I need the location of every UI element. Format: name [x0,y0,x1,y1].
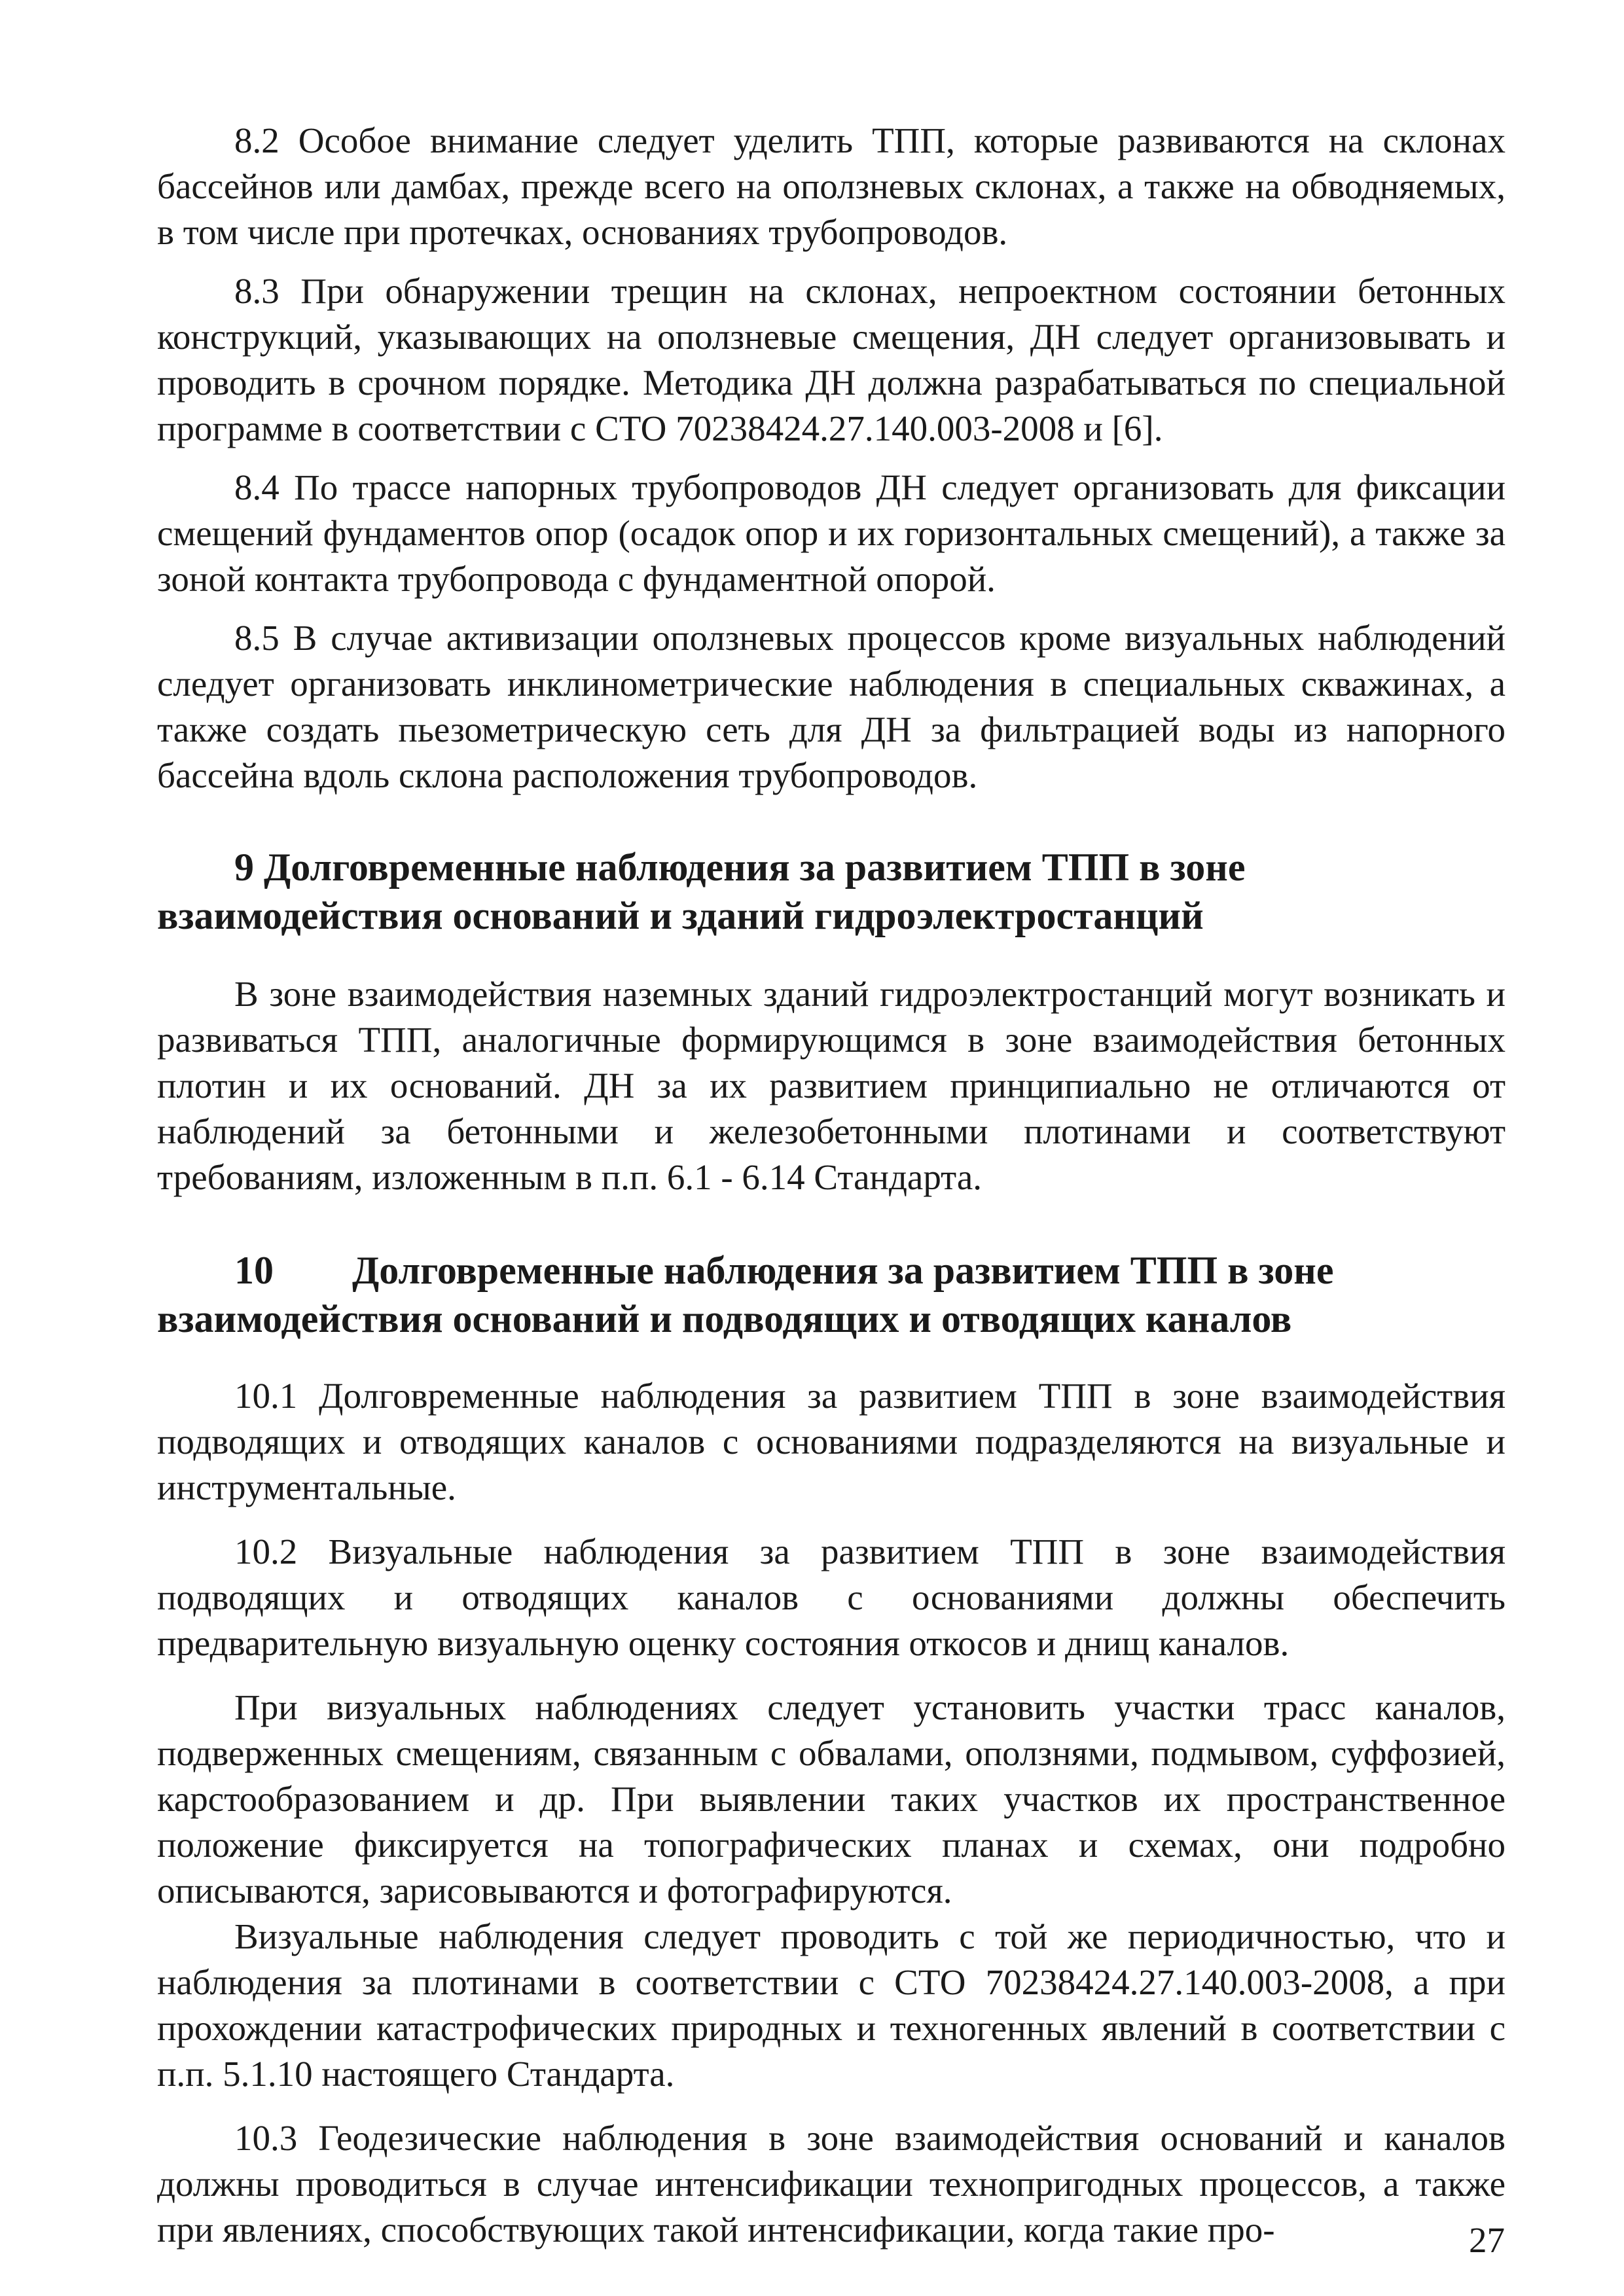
section-10-heading [157,1246,1506,1343]
page-number: 27 [1469,2220,1505,2260]
paragraph-8-3: 8.3 При обнаружении трещин на склонах, непроектном состоянии бетонных конструкций, указывающих на оползневые смещения, ДН следует организовывать и проводить в срочном порядке. Методика ДН должна разрабатываться по специальной программе в соответствии с СТО 70238424.27.140.003-2008 и [6]. [157,271,1506,448]
paragraph-8-4: 8.4 По трассе напорных трубопроводов ДН следует организовать для фиксации смещений фундаментов опор (осадок опор и их горизонтальных смещений), а также за зоной контакта трубопровода с фундаментной опорой. [157,467,1506,599]
document-page [157,118,1506,2253]
section-10-title: Долговременные наблюдения за развитием ТПП в зоне взаимодействия оснований и подводящих и отводящих каналов [157,1249,1334,1340]
paragraph-10-1: 10.1 Долговременные наблюдения за развитием ТПП в зоне взаимодействия подводящих и отводящих каналов с основаниями подразделяются на визуальные и инструментальные. [157,1376,1506,1507]
section-9-heading: 9 Долговременные наблюдения за развитием ТПП в зоне взаимодействия оснований и зданий гидроэлектростанций [157,846,1246,937]
paragraph-8-2: 8.2 Особое внимание следует уделить ТПП, которые развиваются на склонах бассейнов или дамбах, прежде всего на оползневых склонах, а также на обводняемых, в том числе при протечках, основаниях трубопроводов. [157,120,1506,252]
paragraph-10-3: 10.3 Геодезические наблюдения в зоне взаимодействия оснований и каналов должны проводиться в случае интенсификации технопригодных процессов, а также при явлениях, способствующих такой интенсификации, когда такие про- [157,2118,1506,2250]
paragraph-10-2: 10.2 Визуальные наблюдения за развитием ТПП в зоне взаимодействия подводящих и отводящих каналов с основаниями должны обеспечить предварительную визуальную оценку состояния откосов и днищ каналов. [157,1532,1506,1663]
paragraph-10-2-visual-observations: При визуальных наблюдениях следует установить участки трасс каналов, подверженных смещениям, связанным с обвалами, оползнями, подмывом, суффозией, карстообразованием и др. При выявлении таких участков их пространственное положение фиксируется на топографических планах и схемах, они подробно описываются, зарисовываются и фотографируются. [157,1687,1506,1910]
section-10-number: 10 [234,1249,274,1292]
paragraph-8-5: 8.5 В случае активизации оползневых процессов кроме визуальных наблюдений следует организовать инклинометрические наблюдения в специальных скважинах, а также создать пьезометрическую сеть для ДН за фильтрацией воды из напорного бассейна вдоль склона расположения трубопроводов. [157,618,1506,795]
paragraph-10-2-periodicity: Визуальные наблюдения следует проводить с той же периодичностью, что и наблюдения за плотинами в соответствии с СТО 70238424.27.140.003-2008, а при прохождении катастрофических природных и техногенных явлений в соответствии с п.п. 5.1.10 настоящего Стандарта. [157,1916,1506,2094]
section-9-paragraph: В зоне взаимодействия наземных зданий гидроэлектростанций могут возникать и развиваться ТПП, аналогичные формирующимся в зоне взаимодействия бетонных плотин и их оснований. ДН за их развитием принципиально не отличаются от наблюдений за бетонными и железобетонными плотинами и соответствуют требованиям, изложенным в п.п. 6.1 - 6.14 Стандарта. [157,974,1506,1197]
